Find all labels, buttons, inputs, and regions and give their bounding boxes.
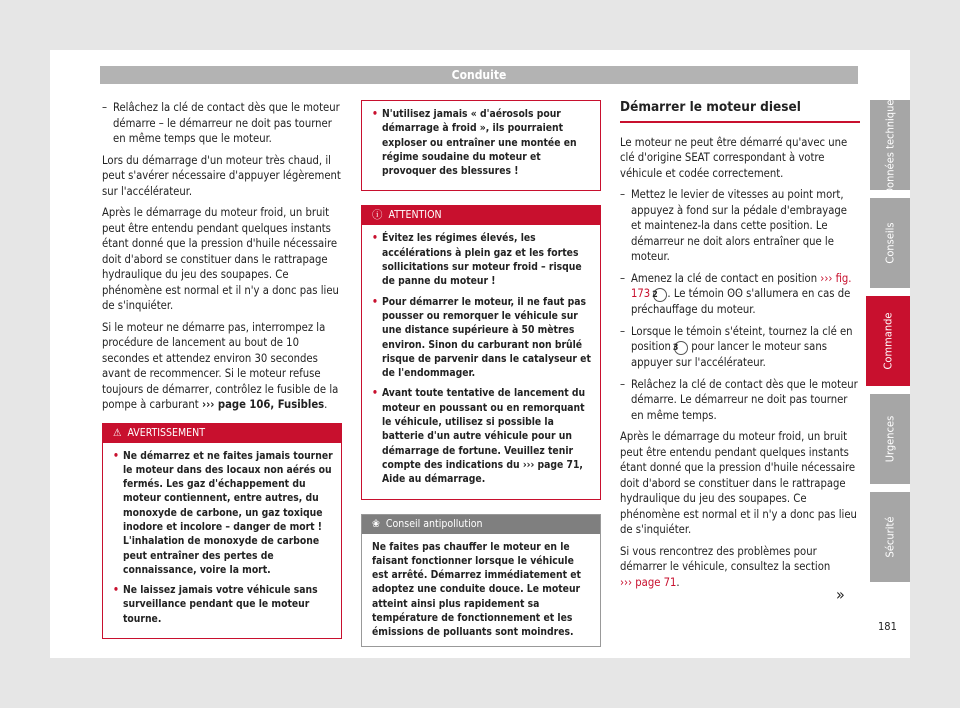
environment-header: ❀ Conseil antipollution — [362, 515, 600, 534]
section-title: Démarrer le moteur diesel — [620, 100, 860, 123]
warning-item: • Ne laissez jamais votre véhicule sans surveillance pendant que le moteur tourne. — [113, 583, 333, 626]
paragraph: Si le moteur ne démarre pas, interrompez la procédure de lancement au bout de 10 secondes et attendez environ 30 secondes avant de recommencer. Si le moteur refuse toujours de démarrer, contrôlez le fusible de la pompe à carburant ››› page 106, Fusibles. — [102, 320, 339, 411]
paragraph: Après le démarrage du moteur froid, un bruit peut être entendu pendant quelques instants étant donné que la pression d'huile nécessaire doit d'abord se constituer dans le rattrapage hydraulique du jeu des soupapes. Ce phénomène est normal et il n'y a donc pas lieu de s'inquiéter. — [102, 206, 339, 312]
tab-commande[interactable]: Commande — [866, 296, 910, 386]
paragraph: Le moteur ne peut être démarré qu'avec une clé d'origine SEAT correspondant à votre véhicule et codée correctement. — [620, 135, 848, 180]
environment-text: Ne faites pas chauffer le moteur en le faisant fonctionner lorsque le véhicule est arrêté. Démarrez immédiatement et adoptez une conduite douce. Le moteur atteint ainsi plus rapidement sa température de fonctionnement et les émissions de polluants sont moindres. — [372, 540, 581, 639]
list-item: – Amenez la clé de contact en position ››› fig. 173 2 . Le témoin ʘʘ s'allumera en cas de préchauffage du moteur. — [620, 271, 860, 318]
column-left — [102, 100, 342, 639]
tab-urgences[interactable]: Urgences — [870, 394, 910, 484]
column-right — [620, 100, 860, 596]
chapter-header: Conduite — [100, 66, 858, 84]
warning-item: • N'utilisez jamais « d'aérosols pour démarrage à froid », ils pourraient exploser ou entraîner une montée en régime soudaine du moteur et provoquer des blessures ! — [372, 107, 592, 178]
attention-item: • Pour démarrer le moteur, il ne faut pas pousser ou remorquer le véhicule sur une distance supérieure à 50 mètres environ. Sinon du carburant non brûlé risque de parvenir dans le catalyseur et de l'endommager. — [372, 295, 592, 381]
attention-item: • Évitez les régimes élevés, les accélérations à plein gaz et les fortes sollicitations sur moteur froid – risque de panne du moteur ! — [372, 231, 592, 288]
paragraph: Après le démarrage du moteur froid, un bruit peut être entendu pendant quelques instants étant donné que la pression d'huile nécessaire doit d'abord se constituer dans le rattrapage hydraulique du jeu des soupapes. Ce phénomène est normal et il n'y a donc pas lieu de s'inquiéter. — [620, 430, 857, 536]
position-number: 2 — [653, 288, 667, 302]
warning-box-continued — [361, 100, 601, 191]
fuses-link[interactable]: ››› page 106, Fusibles — [201, 398, 325, 411]
attention-item: • Avant toute tentative de lancement du moteur en poussant ou en remorquant le véhicule, utilisez si possible la batterie d'un autre véhicule pour un démarrage de fortune. Veuillez tenir compte des indications du ››› page 71, Aide au démarrage. — [372, 386, 592, 486]
paragraph: Lors du démarrage d'un moteur très chaud, il peut s'avérer nécessaire d'appuyer légèrement sur l'accélérateur. — [102, 153, 341, 198]
column-middle — [361, 100, 601, 647]
continue-icon: » — [836, 585, 845, 604]
warning-icon: ⚠ — [113, 426, 122, 439]
attention-box — [361, 205, 601, 499]
page-number: 181 — [878, 620, 897, 633]
environment-box — [361, 514, 601, 647]
position-number: 3 — [674, 341, 688, 355]
figure-link[interactable]: ››› fig. 173 — [631, 271, 852, 300]
list-item: – Relâchez la clé de contact dès que le moteur démarre – le démarreur ne doit pas tourner en même temps que le moteur. — [102, 100, 342, 147]
attention-header: ⓘ ATTENTION — [362, 206, 600, 225]
list-item: – Mettez le levier de vitesses au point mort, appuyez à fond sur la pédale d'embrayage et maintenez-la dans cette position. Le démarreur ne doit alors entraîner que le moteur. — [620, 187, 860, 265]
tab-donnees-techniques[interactable]: Données techniques — [870, 100, 910, 190]
list-item: – Lorsque le témoin s'éteint, tournez la clé en position 3 pour lancer le moteur sans appuyer sur l'accélérateur. — [620, 324, 860, 371]
tab-securite[interactable]: Sécurité — [870, 492, 910, 582]
warning-header: ⚠ AVERTISSEMENT — [103, 424, 341, 443]
paragraph: Si vous rencontrez des problèmes pour démarrer le véhicule, consultez la section ››› page 71. — [620, 544, 831, 589]
tab-conseils[interactable]: Conseils — [870, 198, 910, 288]
info-circle-icon: ⓘ — [372, 209, 383, 222]
glow-plug-icon: ʘʘ — [727, 287, 743, 300]
warning-box — [102, 423, 342, 640]
jump-start-link[interactable]: ››› page 71, Aide au démarrage — [382, 458, 583, 486]
page-link[interactable]: ››› page 71 — [620, 575, 677, 589]
list-item: – Relâchez la clé de contact dès que le moteur démarre. Le démarreur ne doit pas tourner en même temps. — [620, 377, 860, 424]
leaf-icon: ❀ — [372, 517, 380, 530]
warning-item: • Ne démarrez et ne faites jamais tourner le moteur dans des locaux non aérés ou fermés. Les gaz d'échappement du moteur contiennent, entre autres, du monoxyde de carbone, un gaz toxique inodore et incolore – danger de mort ! L'inhalation de monoxyde de carbone peut entraîner des pertes de connaissance, voire la mort. — [113, 449, 333, 578]
